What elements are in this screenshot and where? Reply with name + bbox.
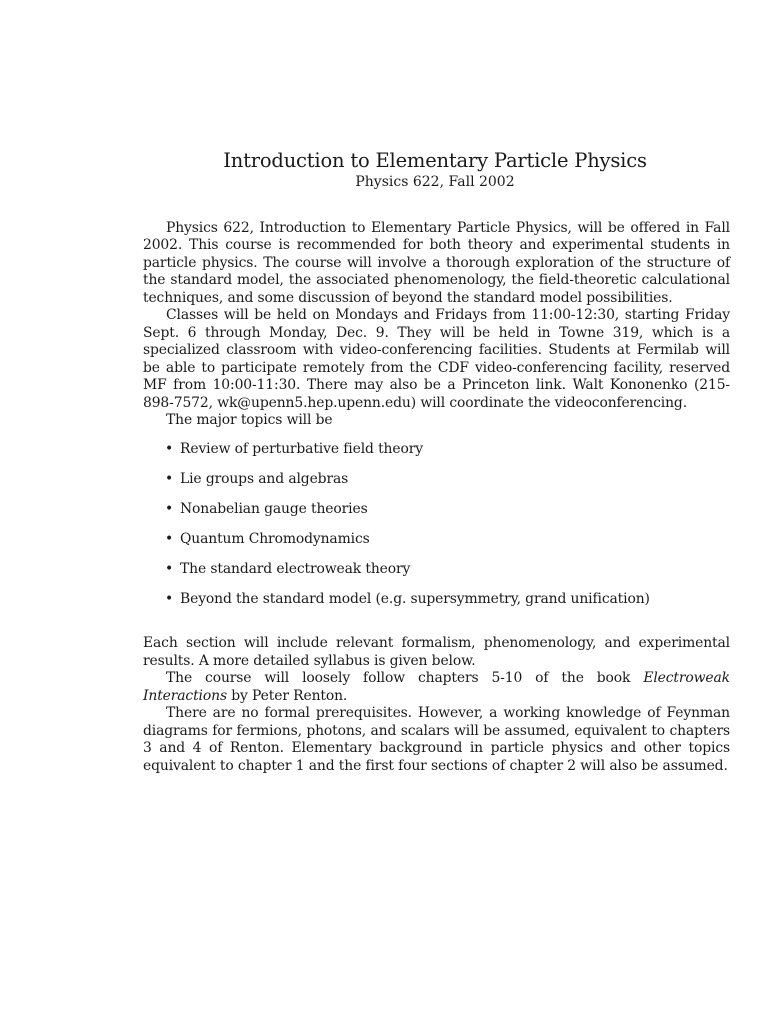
list-item	[143, 561, 730, 591]
topic-label: Lie groups and algebras	[180, 471, 349, 488]
bullet-icon: •	[165, 591, 174, 608]
list-item	[143, 501, 730, 531]
paragraph-prerequisites: There are no formal prerequisites. However, a working knowledge of Feynman diagrams for fermions, photons, and scalars will be assumed, equivalent to chapters 3 and 4 of Renton. Elementary background in particle physics and other topics equivalent to chapter 1 and the first four sections of chapter 2 will also be assumed.	[143, 705, 730, 774]
bullet-icon: •	[165, 531, 174, 548]
textbook-text-after: by Peter Renton.	[226, 687, 348, 704]
paragraph-textbook	[143, 670, 730, 705]
topic-list	[143, 441, 730, 621]
paragraph-course-intro: Physics 622, Introduction to Elementary Particle Physics, will be offered in Fall 2002. This course is recommended for both theory and experimental students in particle physics. The course will involve a thorough exploration of the structure of the standard model, the associated phenomenology, the field-theoretic calculational techniques, and some discussion of beyond the standard model possibilities.	[143, 220, 730, 306]
bullet-icon: •	[165, 471, 174, 488]
paragraph-class-schedule: Classes will be held on Mondays and Fridays from 11:00-12:30, starting Friday Sept. 6 through Monday, Dec. 9. They will be held in Towne 319, which is a specialized classroom with video-conferencing facilities. Students at Fermilab will be able to participate remotely from the CDF video-conferencing facility, reserved MF from 10:00-11:30. There may also be a Princeton link. Walt Kononenko (215-898-7572, wk@upenn5.hep.upenn.edu) will coordinate the videoconferencing.	[143, 307, 730, 411]
bullet-icon: •	[165, 441, 174, 458]
bullet-icon: •	[165, 561, 174, 578]
document-subtitle: Physics 622, Fall 2002	[355, 174, 515, 190]
document-body	[143, 220, 730, 775]
topic-label: Beyond the standard model (e.g. supersymmetry, grand unification)	[180, 591, 650, 608]
list-item	[143, 591, 730, 621]
textbook-text-before: The course will loosely follow chapters 5-10 of the book	[166, 670, 644, 687]
topic-label: Quantum Chromodynamics	[180, 531, 370, 548]
bullet-icon: •	[165, 501, 174, 518]
document-title: Introduction to Elementary Particle Physics	[223, 149, 647, 172]
paragraph-topics-intro: The major topics will be	[166, 411, 333, 428]
topic-label: The standard electroweak theory	[180, 561, 411, 578]
topic-label: Review of perturbative field theory	[180, 441, 423, 458]
list-item	[143, 471, 730, 501]
list-item	[143, 441, 730, 471]
list-item	[143, 531, 730, 561]
paragraph-section-content: Each section will include relevant formalism, phenomenology, and experimental results. A more detailed syllabus is given below.	[143, 635, 730, 669]
textbook-title: Electroweak Interactions	[143, 670, 730, 704]
topic-label: Nonabelian gauge theories	[180, 501, 368, 518]
